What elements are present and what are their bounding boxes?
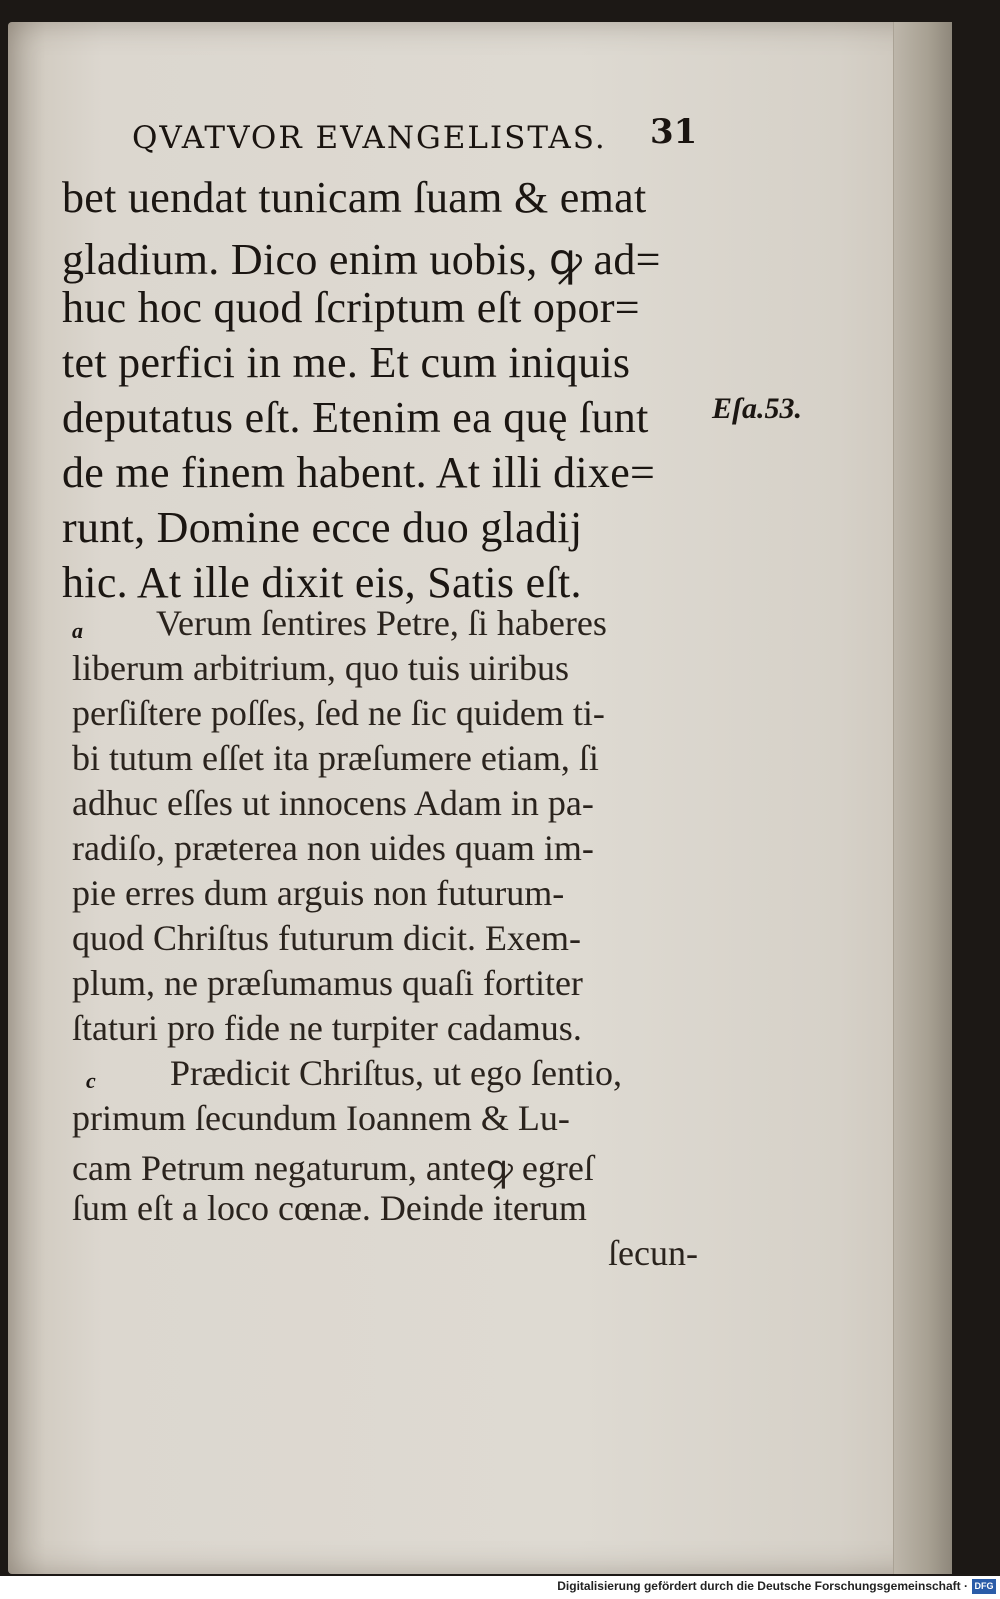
margin-note: Eſa.53. <box>712 392 802 425</box>
note-marker-c: c <box>86 1068 96 1093</box>
main-text-line: hic. At ille dixit eis, Satis eſt. <box>62 558 582 607</box>
commentary-line: radiſo, præterea non uides quam im- <box>72 828 594 868</box>
running-head-title: QVATVOR EVANGELISTAS. <box>132 120 607 156</box>
main-text-line: bet uendat tunicam ſuam & emat <box>62 173 647 222</box>
dfg-logo: DFG <box>972 1579 996 1594</box>
main-text-line: tet perfici in me. Et cum iniquis <box>62 338 631 387</box>
commentary-line: pie erres dum arguis non futurum- <box>72 873 565 913</box>
commentary-line: ſum eſt a loco cœnæ. Deinde iterum <box>72 1188 587 1228</box>
commentary-line: perſiſtere poſſes, ſed ne ſic quidem ti- <box>72 693 605 733</box>
main-text-line: gladium. Dico enim uobis, ꝙ ad= <box>62 235 661 284</box>
note-marker-a: a <box>72 618 83 643</box>
main-text-line: deputatus eſt. Etenim ea quę ſunt <box>62 393 649 442</box>
page-number: 31 <box>650 112 698 152</box>
digitization-credit: Digitalisierung gefördert durch die Deutsche Forschungsgemeinschaft · <box>557 1579 968 1593</box>
footer-bar <box>0 1576 1000 1599</box>
commentary-line: Prædicit Chriſtus, ut ego ſentio, <box>170 1053 622 1093</box>
main-text-line: de me finem habent. At illi dixe= <box>62 448 656 497</box>
commentary-line: primum ſecundum Ioannem & Lu- <box>72 1098 570 1138</box>
main-text-line: huc hoc quod ſcriptum eſt opor= <box>62 283 640 332</box>
page-edge <box>893 22 952 1574</box>
main-text-line: runt, Domine ecce duo gladij <box>62 503 583 552</box>
commentary-line: ſtaturi pro fide ne turpiter cadamus. <box>72 1008 582 1048</box>
commentary-line: bi tutum eſſet ita præſumere etiam, ſi <box>72 738 599 778</box>
commentary-line: cam Petrum negaturum, anteꝙ egreſ <box>72 1148 594 1188</box>
running-head <box>108 112 698 162</box>
commentary-line: quod Chriſtus futurum dicit. Exem- <box>72 918 581 958</box>
commentary-line: Verum ſentires Petre, ſi haberes <box>156 603 607 643</box>
commentary-line: adhuc eſſes ut innocens Adam in pa- <box>72 783 594 823</box>
commentary-line: liberum arbitrium, quo tuis uiribus <box>72 648 569 688</box>
catchword: ſecun- <box>608 1233 698 1273</box>
commentary-line: plum, ne præſumamus quaſi fortiter <box>72 963 583 1003</box>
